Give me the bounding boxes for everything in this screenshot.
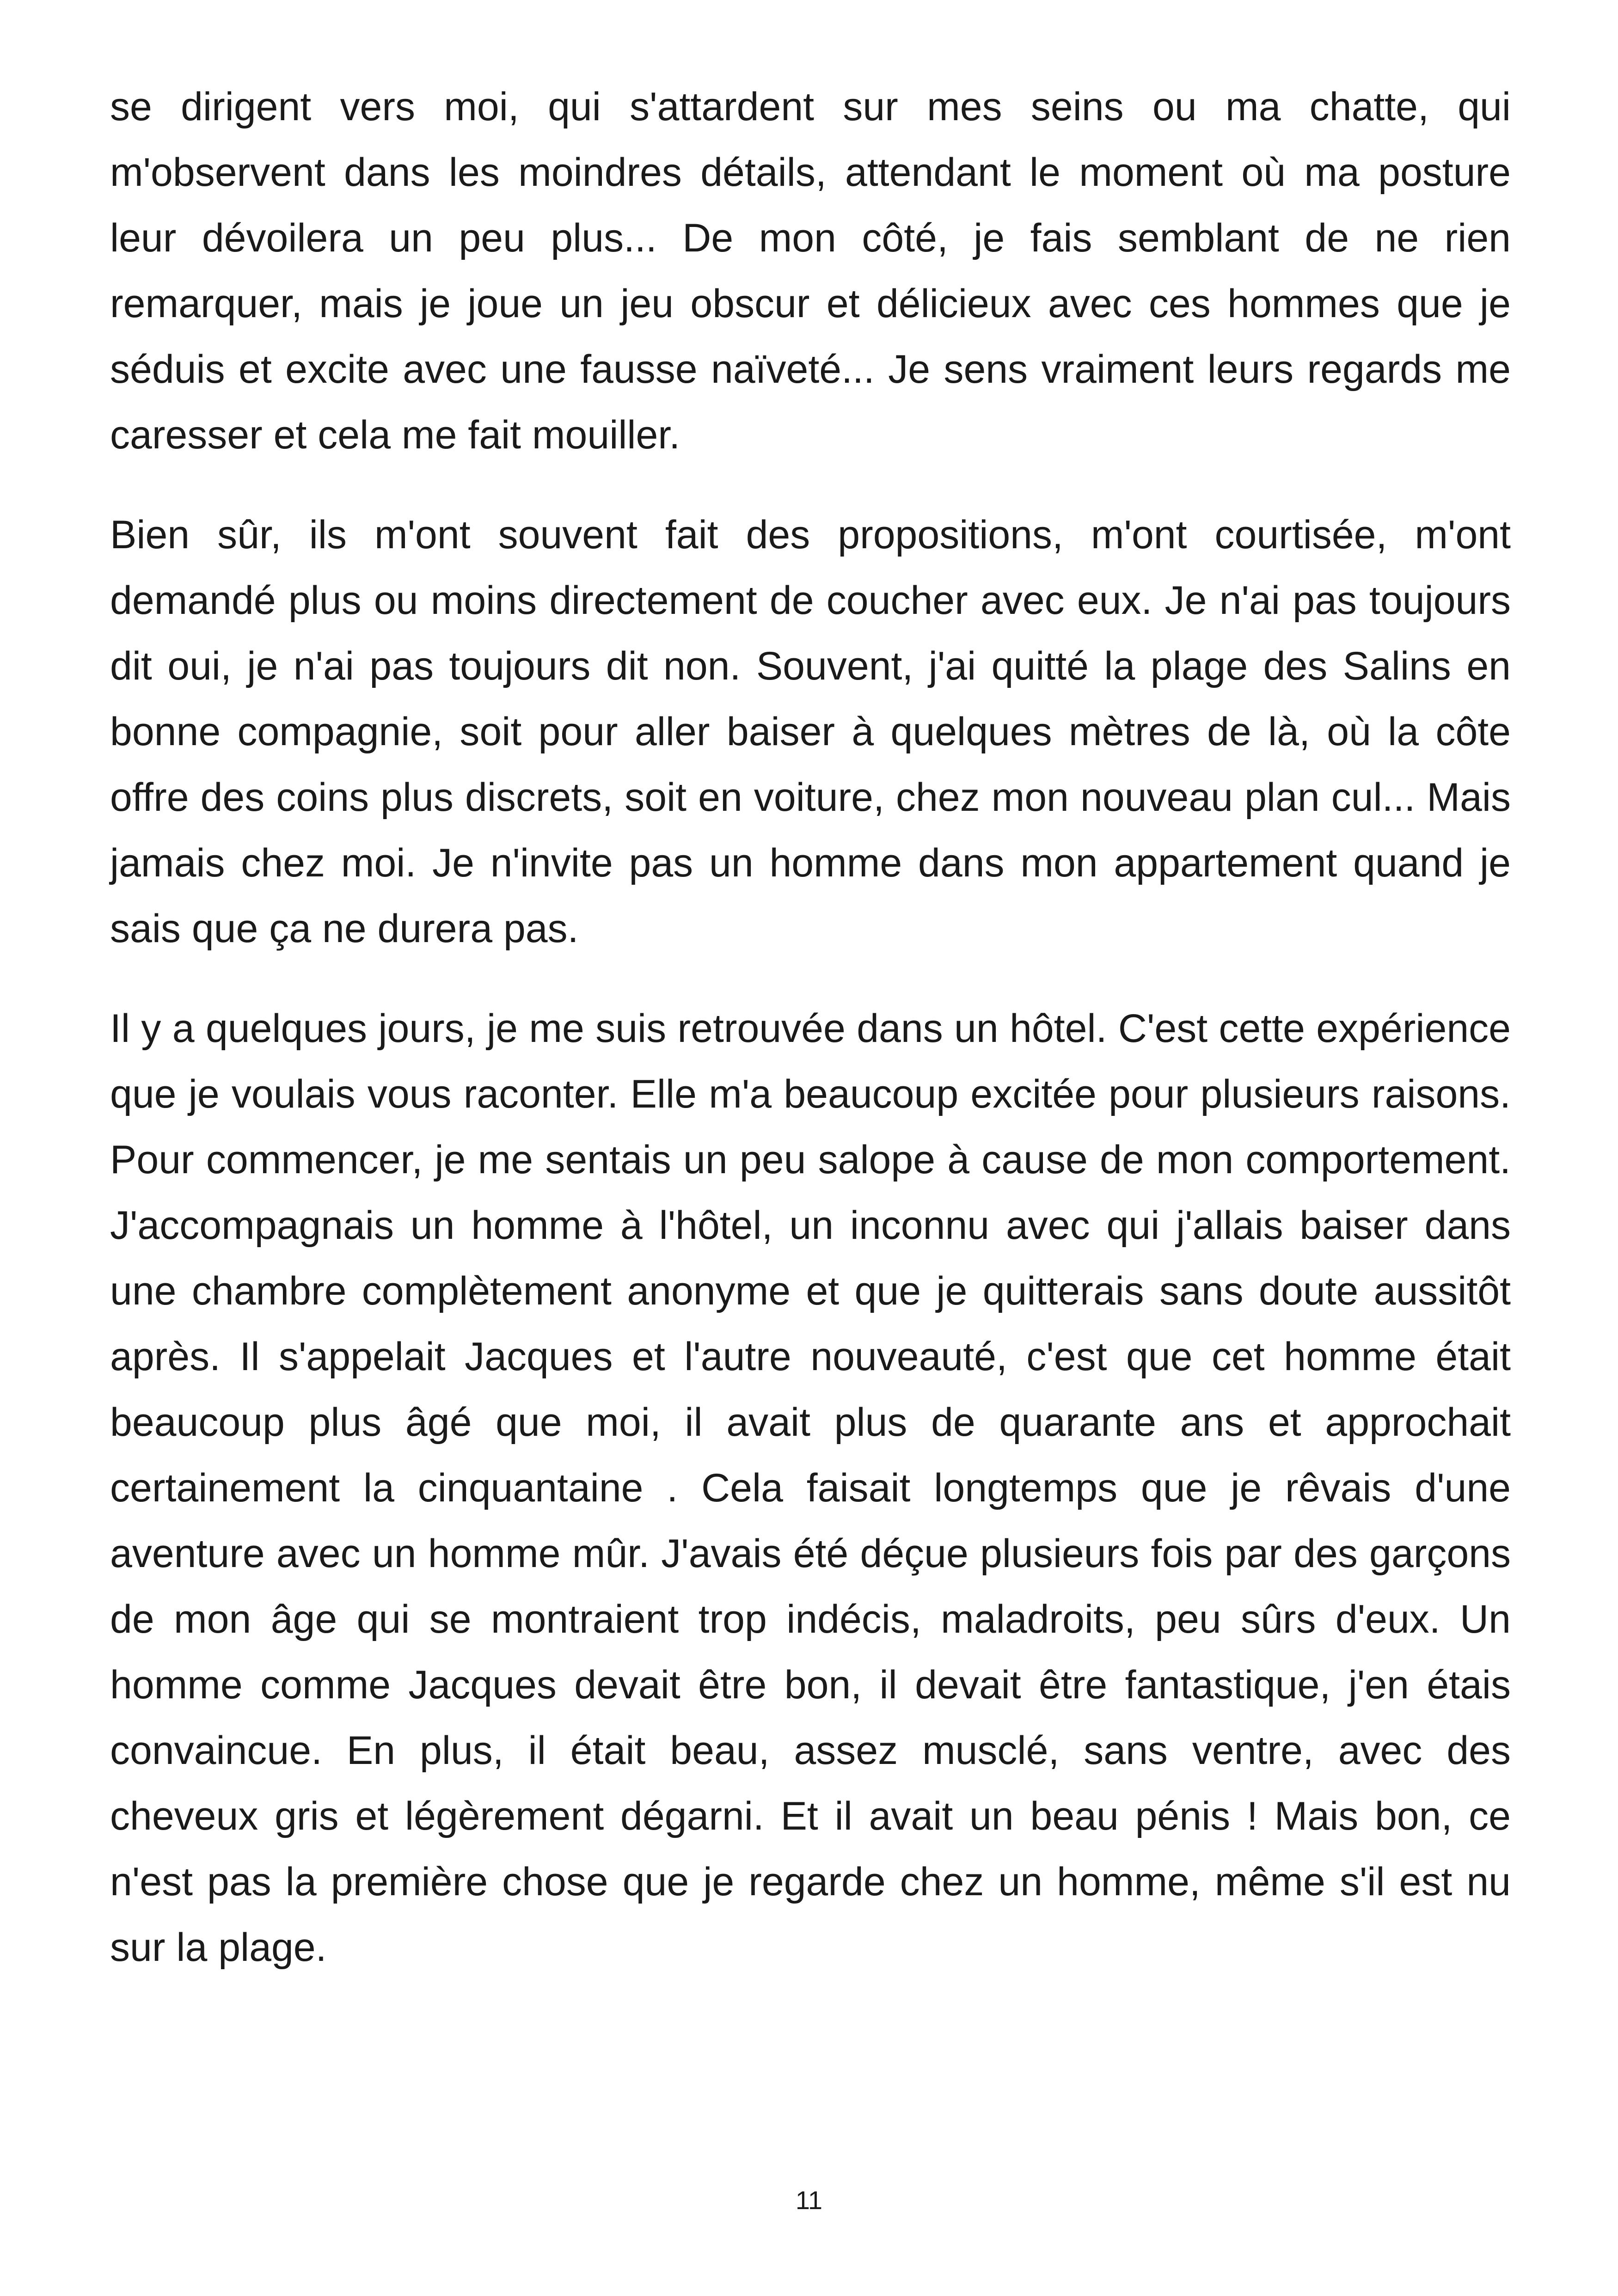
- paragraph-3: Il y a quelques jours, je me suis retrouvée dans un hôtel. C'est cette expérience que je voulais vous raconter. Elle m'a beaucoup excitée pour plusieurs raisons. Pour commencer, je me sentais un peu salope à cause de mon comportement. J'accompagnais un homme à l'hôtel, un inconnu avec qui j'allais baiser dans une chambre complètement anonyme et que je quitterais sans doute aussitôt après. Il s'appelait Jacques et l'autre nouveauté, c'est que cet homme était beaucoup plus âgé que moi, il avait plus de quarante ans et approchait certainement la cinquantaine . Cela faisait longtemps que je rêvais d'une aventure avec un homme mûr. J'avais été déçue plusieurs fois par des garçons de mon âge qui se montraient trop indécis, maladroits, peu sûrs d'eux. Un homme comme Jacques devait être bon, il devait être fantastique, j'en étais convaincue. En plus, il était beau, assez musclé, sans ventre, avec des cheveux gris et légèrement dégarni. Et il avait un beau pénis ! Mais bon, ce n'est pas la première chose que je regarde chez un homme, même s'il est nu sur la plage.: [110, 1006, 1511, 1970]
- paragraph-1: se dirigent vers moi, qui s'attardent sur mes seins ou ma chatte, qui m'observent dans les moindres détails, attendant le moment où ma posture leur dévoilera un peu plus... De mon côté, je fais semblant de ne rien remarquer, mais je joue un jeu obscur et délicieux avec ces hommes que je séduis et excite avec une fausse naïveté... Je sens vraiment leurs regards me caresser et cela me fait mouiller.: [110, 85, 1511, 457]
- paragraph-2: Bien sûr, ils m'ont souvent fait des propositions, m'ont courtisée, m'ont demandé plus ou moins directement de coucher avec eux. Je n'ai pas toujours dit oui, je n'ai pas toujours dit non. Souvent, j'ai quitté la plage des Salins en bonne compagnie, soit pour aller baiser à quelques mètres de là, où la côte offre des coins plus discrets, soit en voiture, chez mon nouveau plan cul... Mais jamais chez moi. Je n'invite pas un homme dans mon appartement quand je sais que ça ne durera pas.: [110, 513, 1511, 951]
- page-number: 11: [795, 2186, 823, 2215]
- text-body: [110, 74, 1511, 1980]
